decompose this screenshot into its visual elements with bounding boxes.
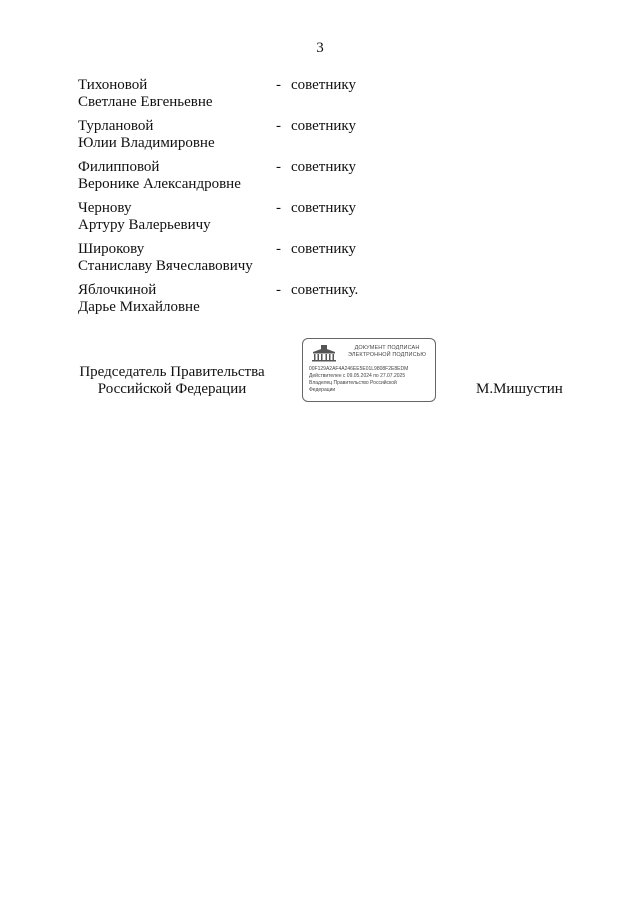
- entry-role: советнику: [291, 77, 356, 93]
- list-item: [78, 77, 498, 118]
- stamp-owner: Владелец Правительство Российской: [309, 380, 397, 386]
- entry-surname: Широкову: [78, 241, 145, 257]
- stamp-header-line: ДОКУМЕНТ ПОДПИСАН: [354, 345, 420, 351]
- signer-title: [72, 364, 272, 398]
- entry-given-names: Юлии Владимировне: [78, 135, 215, 151]
- signer-title-line: Председатель Правительства: [79, 364, 265, 380]
- entry-role: советнику: [291, 241, 356, 257]
- government-building-icon: [310, 344, 338, 362]
- entry-given-names: Веронике Александровне: [78, 176, 241, 192]
- signer-title-line: Российской Федерации: [97, 381, 247, 397]
- entry-dash: -: [276, 282, 281, 298]
- list-item: [78, 200, 498, 241]
- entry-surname: Чернову: [78, 200, 132, 216]
- list-item: [78, 159, 498, 200]
- page-number: 3: [316, 40, 324, 56]
- stamp-validity: Действителен с 09.05.2024 по 27.07.2025: [309, 373, 406, 379]
- entry-given-names: Станиславу Вячеславовичу: [78, 258, 253, 274]
- entry-dash: -: [276, 77, 281, 93]
- list-item: [78, 282, 498, 323]
- entry-surname: Тихоновой: [78, 77, 148, 93]
- entry-dash: -: [276, 200, 281, 216]
- electronic-signature-stamp: [302, 338, 436, 402]
- entry-dash: -: [276, 118, 281, 134]
- stamp-header: [341, 345, 433, 359]
- entry-dash: -: [276, 159, 281, 175]
- entry-role: советнику: [291, 159, 356, 175]
- stamp-details: [309, 366, 433, 394]
- entry-dash: -: [276, 241, 281, 257]
- list-item: [78, 241, 498, 282]
- list-item: [78, 118, 498, 159]
- entry-surname: Яблочкиной: [78, 282, 157, 298]
- entry-role: советнику: [291, 200, 356, 216]
- entry-given-names: Дарье Михайловне: [78, 299, 200, 315]
- entry-surname: Филипповой: [78, 159, 160, 175]
- entry-role: советнику: [291, 118, 356, 134]
- stamp-owner: Федерации: [309, 387, 336, 393]
- signer-name: М.Мишустин: [476, 381, 563, 397]
- entry-given-names: Светлане Евгеньевне: [78, 94, 213, 110]
- appointment-list: [78, 77, 498, 323]
- entry-role: советнику.: [291, 282, 359, 298]
- stamp-certificate: 00F129A2AF4A246EE5E01L9808F2E8EDM: [309, 366, 409, 372]
- stamp-header-line: ЭЛЕКТРОННОЙ ПОДПИСЬЮ: [347, 352, 427, 358]
- entry-surname: Турлановой: [78, 118, 154, 134]
- entry-given-names: Артуру Валерьевичу: [78, 217, 211, 233]
